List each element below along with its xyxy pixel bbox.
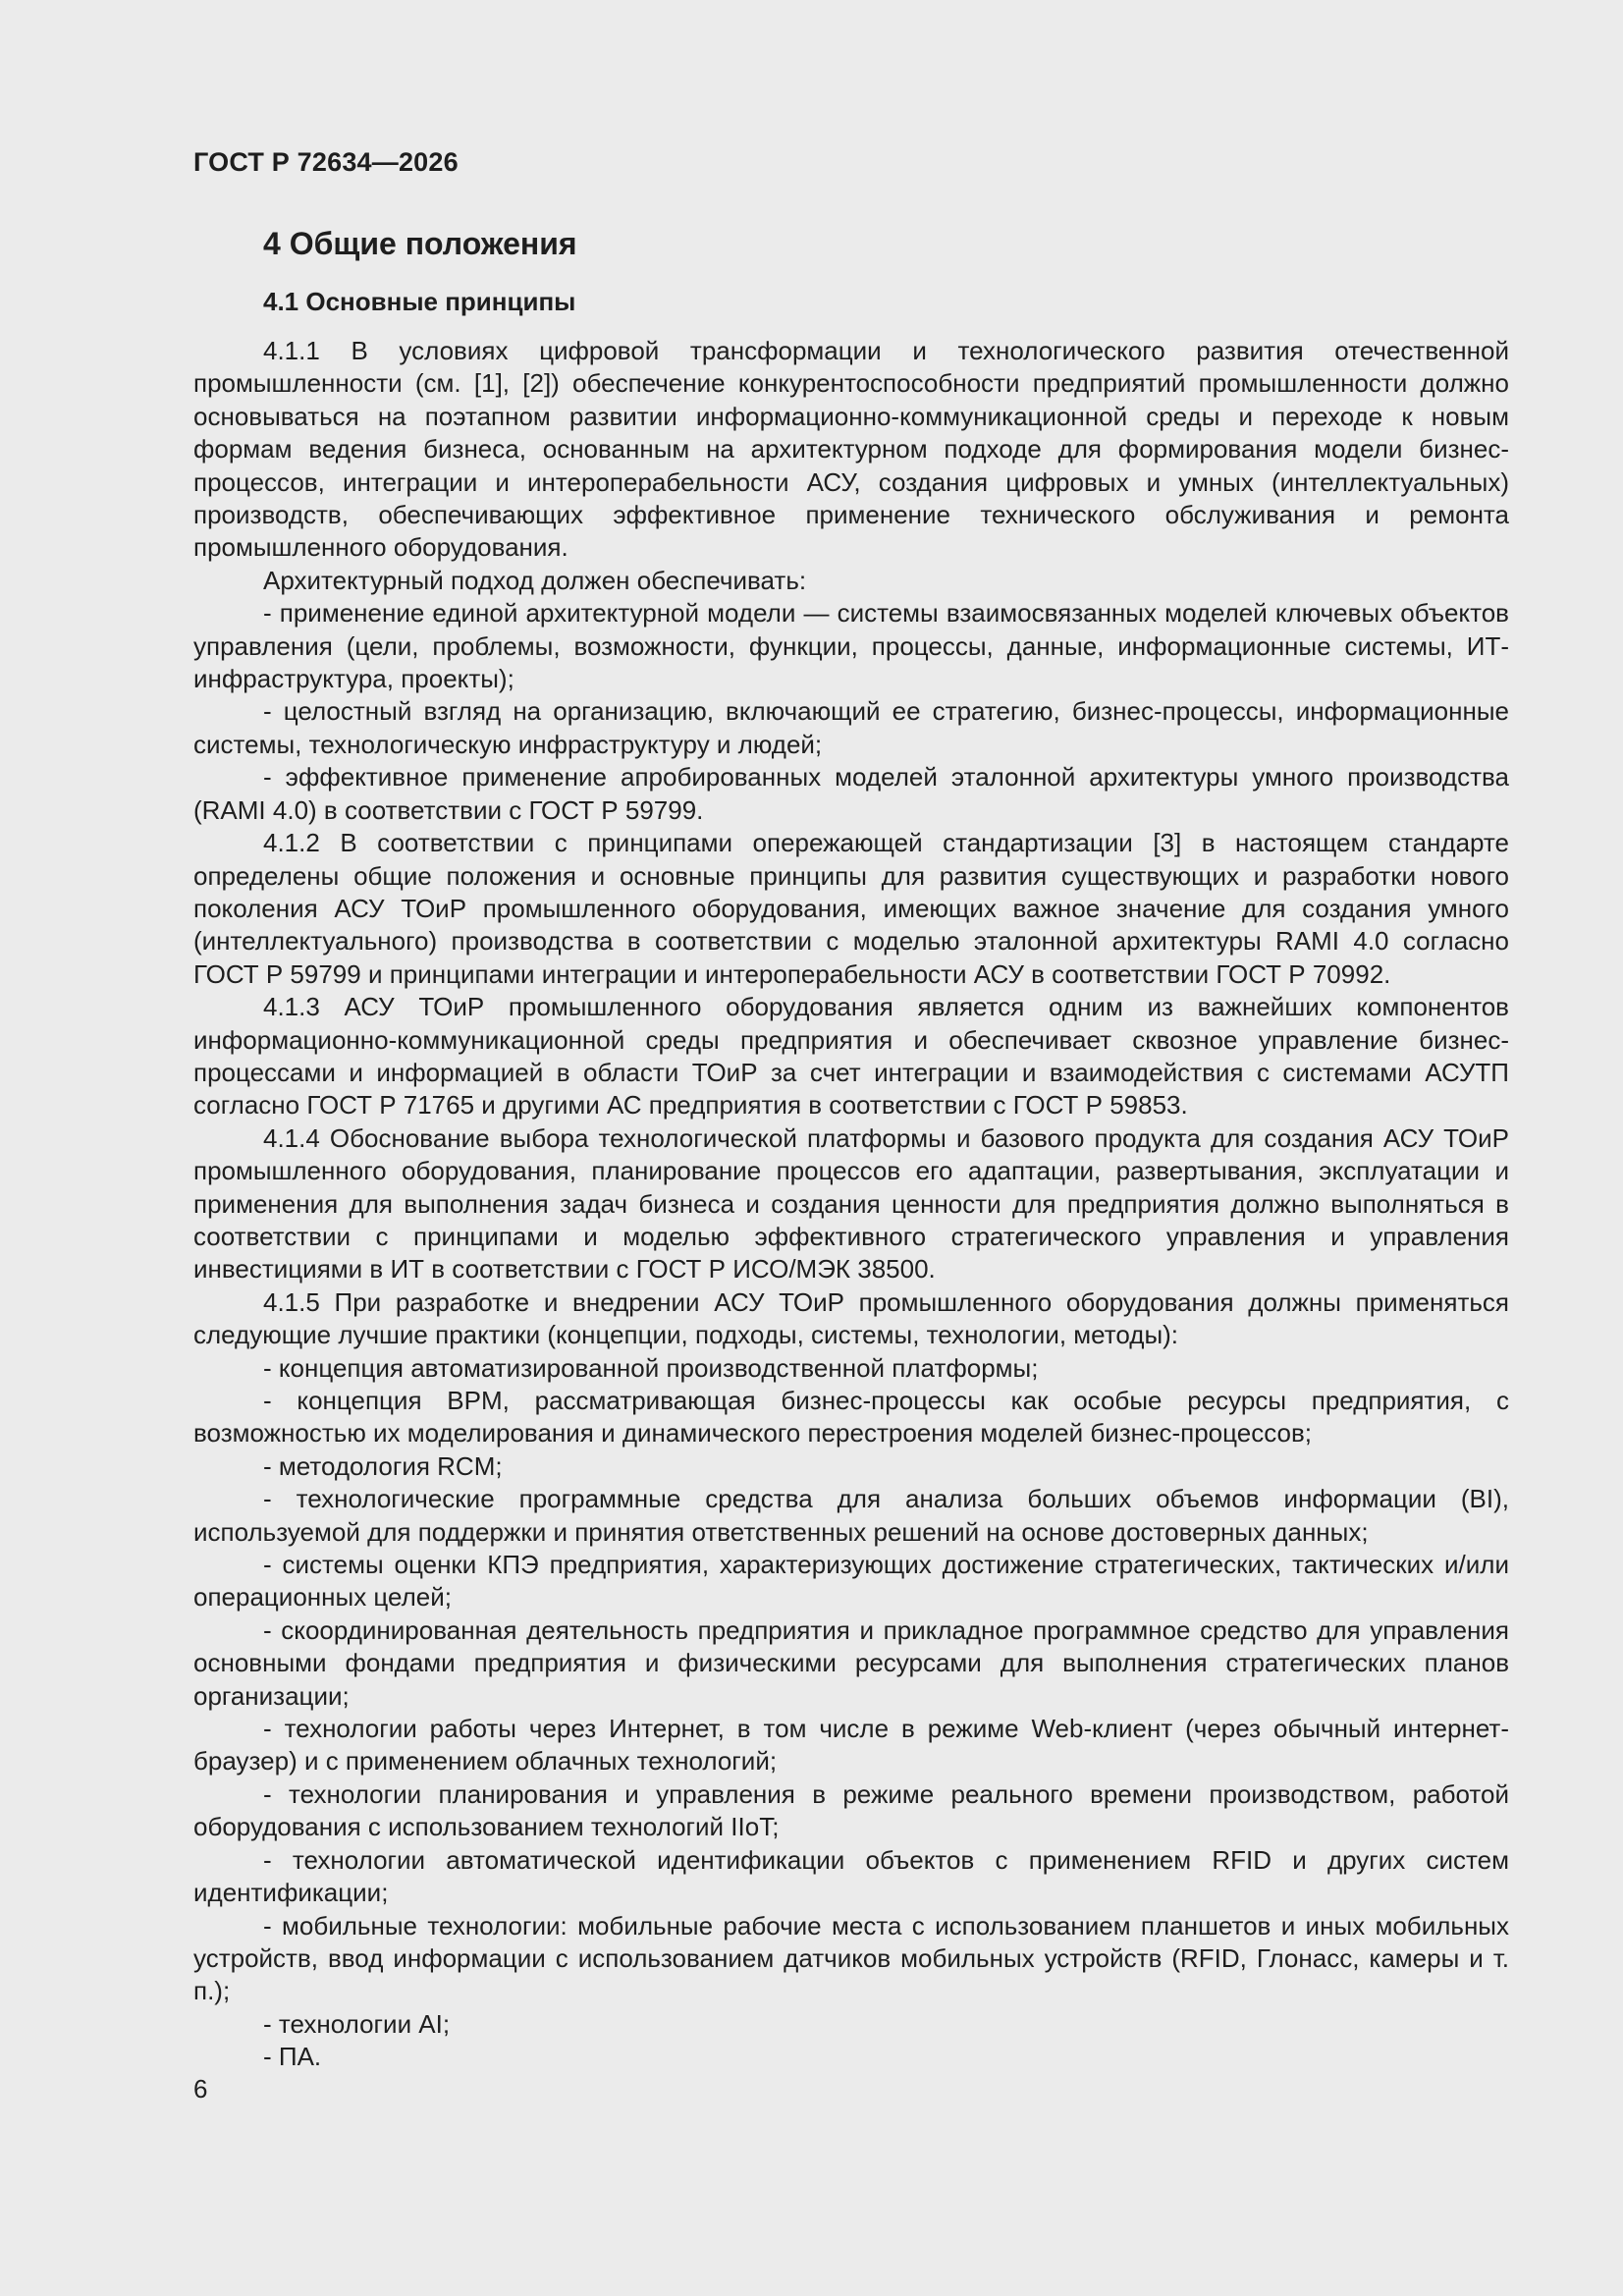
list-item: - системы оценки КПЭ предприятия, характеризующих достижение стратегических, тактических и/или операционных целей; — [193, 1550, 1509, 1613]
list-item: - мобильные технологии: мобильные рабочие места с использованием планшетов и иных мобильных устройств, ввод информации с использованием датчиков мобильных устройств (RFID, Глонасс, камеры и т. п.); — [193, 1910, 1509, 2006]
list-item: - методология RCM; — [263, 1450, 503, 1481]
list-item: - концепция автоматизированной производственной платформы; — [263, 1352, 1039, 1383]
list-item: - применение единой архитектурной модели — системы взаимосвязанных моделей ключевых объектов управления (цели, проблемы, возможности, функции, процессы, данные, информационные системы, ИТ-инфраструктура, проекты); — [193, 598, 1509, 694]
paragraph-4-1-5: 4.1.5 При разработке и внедрении АСУ ТОиР промышленного оборудования должны применяться следующие лучшие практики (концепции, подходы, системы, технологии, методы): — [193, 1286, 1509, 1350]
list-item: - технологии автоматической идентификации объектов с применением RFID и других систем идентификации; — [193, 1844, 1509, 1908]
paragraph-4-1-2: 4.1.2 В соответствии с принципами опережающей стандартизации [3] в настоящем стандарте определены общие положения и основные принципы для развития существующих и разработки нового поколения АСУ ТОиР промышленного оборудования, имеющих важное значение для создания умного (интеллектуального) производства в соответствии с моделью эталонной архитектуры RAMI 4.0 согласно ГОСТ Р 59799 и принципами интеграции и интероперабельности АСУ в соответствии ГОСТ Р 70992. — [193, 828, 1509, 989]
list-item: - технологии планирования и управления в режиме реального времени производством, работой оборудования с использованием технологий IIoT; — [193, 1778, 1509, 1842]
section-title: 4 Общие положения — [263, 226, 577, 261]
paragraph-architecture-intro: Архитектурный подход должен обеспечивать: — [263, 565, 807, 595]
subsection-title: 4.1 Основные принципы — [263, 287, 576, 316]
paragraph-4-1-4: 4.1.4 Обоснование выбора технологической платформы и базового продукта для создания АСУ ТОиР промышленного оборудования, планирование процессов его адаптации, развертывания, эксплуатации и применения для выполнения задач бизнеса и создания ценности для предприятия должно выполняться в соответствии с принципами и моделью эффективного стратегического управления и управления инвестициями в ИТ в соответствии с ГОСТ Р ИСО/МЭК 38500. — [193, 1122, 1509, 1285]
list-item: - концепция BPM, рассматривающая бизнес-процессы как особые ресурсы предприятия, с возможностью их моделирования и динамического перестроения моделей бизнес-процессов; — [193, 1386, 1509, 1449]
body-text — [193, 335, 1509, 2074]
list-item: - технологические программные средства для анализа больших объемов информации (BI), используемой для поддержки и принятия ответственных решений на основе достоверных данных; — [193, 1484, 1509, 1547]
list-item: - скоординированная деятельность предприятия и прикладное программное средство для управления основными фондами предприятия и физическими ресурсами для выполнения стратегических планов организации; — [193, 1614, 1509, 1711]
list-item: - эффективное применение апробированных моделей эталонной архитектуры умного производства (RAMI 4.0) в соответствии с ГОСТ Р 59799. — [193, 762, 1509, 825]
list-item: - технологии работы через Интернет, в том числе в режиме Web-клиент (через обычный интернет-браузер) и с применением облачных технологий; — [193, 1714, 1509, 1777]
standard-id: ГОСТ Р 72634—2026 — [193, 147, 459, 177]
list-item: - технологии AI; — [263, 2008, 451, 2039]
list-item: - целостный взгляд на организацию, включающий ее стратегию, бизнес-процессы, информационные системы, технологическую инфраструктуру и людей; — [193, 696, 1509, 759]
paragraph-4-1-3: 4.1.3 АСУ ТОиР промышленного оборудования является одним из важнейших компонентов информационно-коммуникационной среды предприятия и обеспечивает сквозное управление бизнес-процессами и информацией в области ТОиР за счет интеграции и взаимодействия с системами АСУТП согласно ГОСТ Р 71765 и другими АС предприятия в соответствии с ГОСТ Р 59853. — [193, 992, 1509, 1121]
page-number: 6 — [193, 2074, 208, 2104]
paragraph-4-1-1: 4.1.1 В условиях цифровой трансформации и технологического развития отечественной промышленности (см. [1], [2]) обеспечение конкурентоспособности предприятий промышленности должно основываться на поэтапном развитии информационно-коммуникационной среды и переходе к новым формам ведения бизнеса, основанным на архитектурном подходе для формирования модели бизнес-процессов, интеграции и интероперабельности АСУ, создания цифровых и умных (интеллектуальных) производств, обеспечивающих эффективное применение технического обслуживания и ремонта промышленного оборудования. — [193, 336, 1509, 563]
list-item: - ПА. — [263, 2042, 322, 2072]
